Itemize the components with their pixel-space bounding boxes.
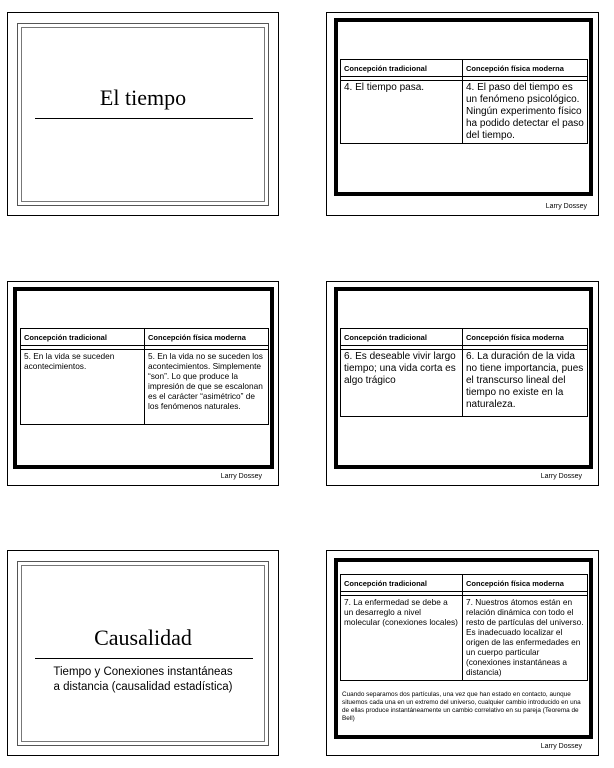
slide-3 [7, 281, 279, 486]
comparison-table [340, 328, 588, 417]
slide-frame [17, 561, 269, 746]
comparison-table [20, 328, 269, 425]
slide-subtitle-line-2: a distancia (causalidad estadística) [53, 681, 233, 693]
slide-subtitle-line-1: Tiempo y Conexiones instantáneas [53, 666, 233, 678]
slide-6 [326, 550, 599, 756]
table-row [341, 81, 588, 144]
title-rule [35, 118, 253, 119]
cell-modern: 6. La duración de la vida no tiene importancia, pues el transcurso lineal del tiempo no existe en la naturaleza. [463, 350, 588, 417]
table-row [21, 350, 269, 425]
author-label: Larry Dossey [545, 203, 587, 210]
slide-1 [7, 12, 279, 216]
author-label: Larry Dossey [540, 473, 582, 480]
column-header: Concepción física moderna [463, 575, 588, 592]
column-header: Concepción tradicional [341, 329, 463, 346]
comparison-table [340, 59, 588, 144]
slide-frame [17, 23, 269, 206]
footnote: Cuando separamos dos partículas, una vez que han estado en contacto, aunque situemos cada una en un extremo del universo, cualquier cambio introducido en una de ellas produce instantáneamente un cambio correlativo en su pareja (Teorema de Bell) [342, 691, 581, 722]
column-header: Concepción tradicional [21, 329, 145, 346]
column-header: Concepción tradicional [341, 60, 463, 77]
author-label: Larry Dossey [540, 743, 582, 750]
slide-4 [326, 281, 599, 486]
cell-modern: 5. En la vida no se suceden los acontecimientos. Simplemente “son”. Lo que produce la impresión de que se escalonan es el carácter “asimétrico” de los fenómenos naturales. [145, 350, 269, 425]
slide-title: El tiempo [99, 85, 187, 110]
slide-title: Causalidad [94, 625, 192, 650]
column-header: Concepción física moderna [145, 329, 269, 346]
column-header: Concepción física moderna [463, 60, 588, 77]
column-header: Concepción física moderna [463, 329, 588, 346]
cell-traditional: 7. La enfermedad se debe a un desarreglo a nivel molecular (conexiones locales) [341, 596, 463, 681]
cell-traditional: 5. En la vida se suceden acontecimientos. [21, 350, 145, 425]
table-header-row [21, 329, 269, 346]
column-header: Concepción tradicional [341, 575, 463, 592]
title-rule [35, 658, 253, 659]
cell-modern: 7. Nuestros átomos están en relación dinámica con todo el resto de partículas del universo. Es inadecuado localizar el origen de las enfermedades en un cuerpo particular (conexiones instantáneas a distancia) [463, 596, 588, 681]
comparison-table [340, 574, 588, 681]
table-header-row [341, 60, 588, 77]
table-header-row [341, 329, 588, 346]
table-header-row [341, 575, 588, 592]
slide-2 [326, 12, 599, 216]
author-label: Larry Dossey [220, 473, 262, 480]
cell-traditional: 6. Es deseable vivir largo tiempo; una vida corta es algo trágico [341, 350, 463, 417]
table-row [341, 596, 588, 681]
slide-5 [7, 550, 279, 756]
cell-modern: 4. El paso del tiempo es un fenómeno psicológico. Ningún experimento físico ha podido detectar el paso del tiempo. [463, 81, 588, 144]
cell-traditional: 4. El tiempo pasa. [341, 81, 463, 144]
table-row [341, 350, 588, 417]
